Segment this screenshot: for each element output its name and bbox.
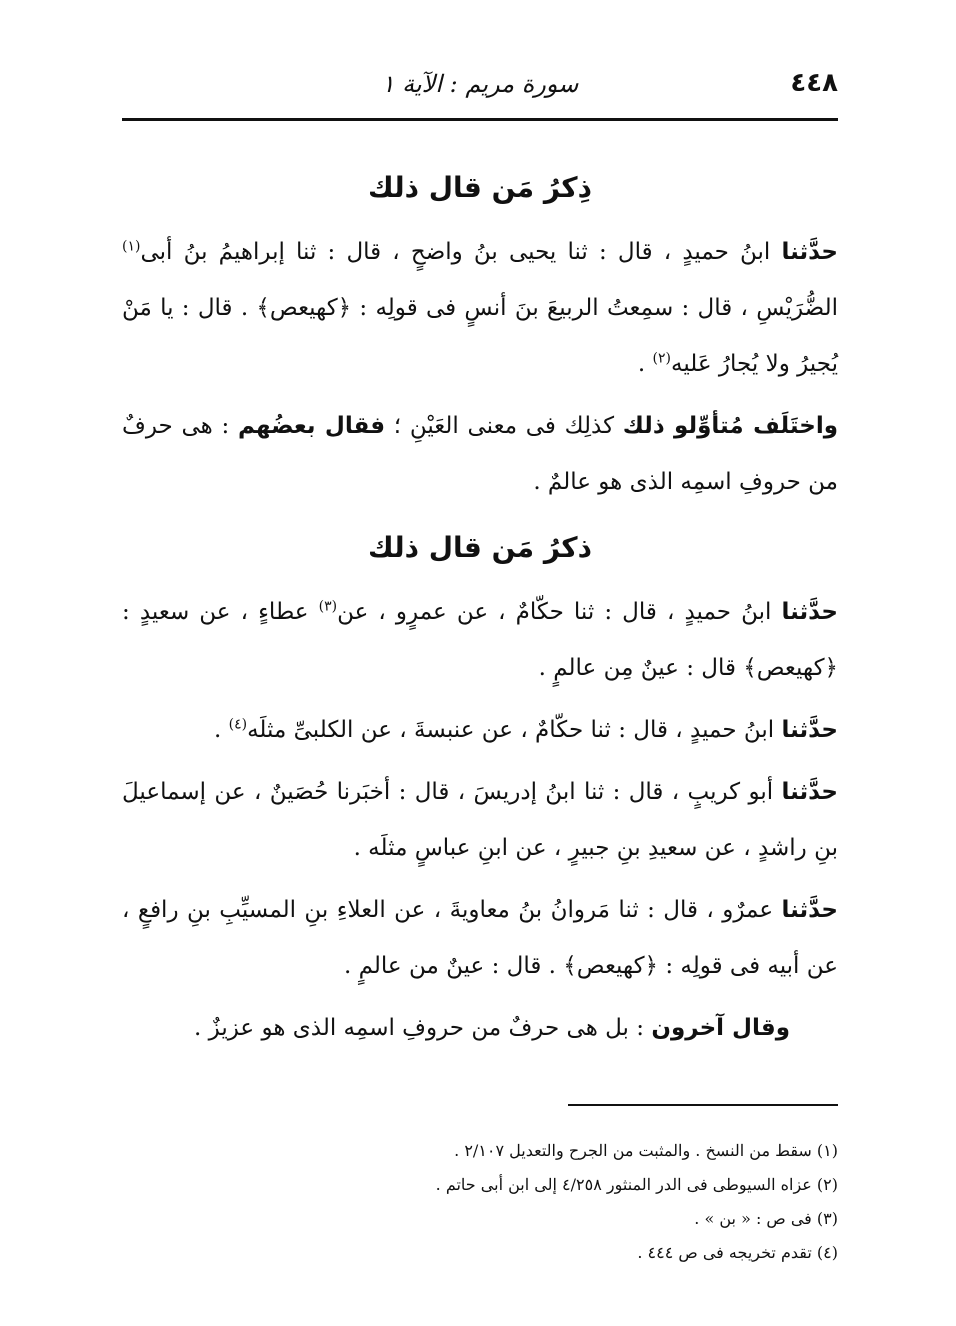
paragraph-lead: حدَّثنا: [781, 897, 838, 923]
paragraph: [122, 764, 838, 876]
footnote-reference: (١): [122, 238, 141, 255]
paragraph-lead: واختَلَف مُتأوِّلو ذلك: [622, 413, 838, 439]
paragraph-lead: فقال بعضُهم: [237, 413, 386, 439]
footnote: (٢) عزاه السيوطى فى الدر المنثور ٤/٢٥٨ إلى ابن أبى حاتم .: [435, 1175, 838, 1194]
paragraph-text: : هى حرفٌ من حروفِ اسمِه الذى هو عالمٌ .: [122, 413, 838, 495]
paragraph-lead: حدَّثنا: [781, 779, 838, 805]
paragraph: [122, 702, 838, 758]
paragraph-text: الضُّرَيْسِ ، قال : سمِعتُ الربيعَ بنَ أنسٍ فى قولِه : ﴿كهيعص﴾ . قال : يا مَنْ يُجيرُ ولا يُجارُ عَليه: [122, 295, 838, 377]
paragraph-lead: حدَّثنا: [781, 599, 838, 625]
section-heading: ذكرُ مَن قال ذلك: [368, 531, 592, 564]
body-text: [122, 150, 838, 1062]
section-heading: ذِكرُ مَن قال ذلك: [368, 171, 592, 204]
footnote-reference: (٤): [228, 716, 248, 733]
footnotes: [122, 1134, 838, 1270]
paragraph-text: ابنُ حميدٍ ، قال : ثنا حكّامٌ ، عن عنبسةَ ، عن الكلبىِّ مثلَه: [247, 717, 782, 743]
paragraph-text: ابنُ حميدٍ ، قال : ثنا يحيى بنُ واضحٍ ، قال : ثنا إبراهيمُ بنُ أبى: [140, 239, 782, 265]
header-rule: [122, 118, 838, 121]
paragraph: [122, 224, 838, 392]
paragraph-text: ابنُ حميدٍ ، قال : ثنا حكّامٌ ، عن عمرٍو ، عن: [337, 599, 782, 625]
footnote-reference: (٢): [652, 350, 671, 367]
paragraph: [122, 882, 838, 994]
paragraph: [122, 398, 838, 510]
page-number: ٤٤٨: [790, 68, 838, 98]
paragraph-text: .: [637, 351, 653, 377]
paragraph-text: عمرٌو ، قال : ثنا مَروانُ بنُ معاويةَ ، عن العلاءِ بنِ المسيِّبِ بنِ رافعٍ ، عن أبيه فى قولِه : ﴿كهيعص﴾ . قال : عينٌ من عالمٍ .: [122, 897, 838, 979]
page-header: [122, 62, 838, 112]
footnote-reference: (٣): [318, 598, 338, 615]
paragraph-lead: حدَّثنا: [781, 717, 838, 743]
paragraph-text: .: [213, 717, 229, 743]
paragraph-lead: وقال آخرون: [651, 1015, 790, 1041]
paragraph-text: كذلِك فى معنى العَيْنِ ؛: [385, 413, 623, 439]
paragraph-text: : بل هى حرفٌ من حروفِ اسمِه الذى هو عزيزٌ .: [194, 1015, 652, 1041]
footnote-rule: [568, 1104, 838, 1106]
paragraph: [122, 584, 838, 696]
footnote: (١) سقط من النسخ . والمثبت من الجرح والتعديل ٢/١٠٧ .: [454, 1141, 838, 1160]
paragraph-lead: حدَّثنا: [781, 239, 838, 265]
paragraph-text: عطاءٍ ، عن سعيدٍ : ﴿كهيعص﴾ قال : عينٌ مِن عالمٍ .: [122, 599, 838, 681]
paragraph: [122, 1000, 838, 1056]
running-title: سورة مريم : الآية ١: [381, 70, 579, 98]
footnote: (٤) تقدم تخريجه فى ص ٤٤٤ .: [637, 1243, 838, 1262]
footnote: (٣) فى ص : « بن » .: [694, 1209, 838, 1228]
paragraph-text: أبو كريبٍ ، قال : ثنا ابنُ إدريسَ ، قال : أخبَرنا حُصَينٌ ، عن إسماعيلَ بنِ راشدٍ ، عن سعيدِ بنِ جبيرٍ ، عن ابنِ عباسٍ مثلَه .: [122, 779, 838, 861]
